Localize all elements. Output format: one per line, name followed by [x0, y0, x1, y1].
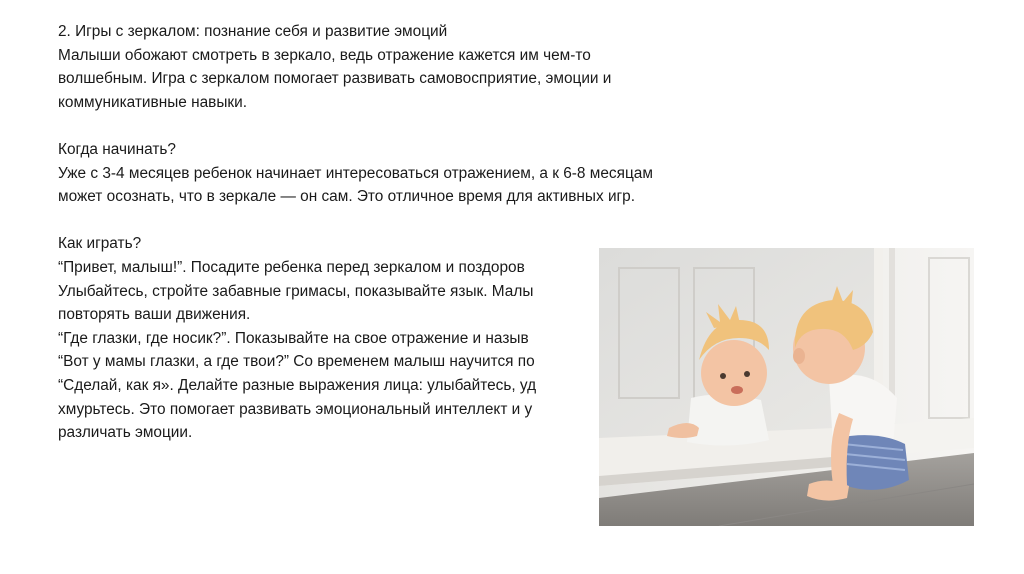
- intro-line-1: Малыши обожают смотреть в зеркало, ведь отражение кажется им чем-то: [58, 46, 591, 64]
- how-line-2: Улыбайтесь, стройте забавные гримасы, показывайте язык. Малы: [58, 282, 534, 300]
- when-line-1: Уже с 3-4 месяцев ребенок начинает интересоваться отражением, а к 6-8 месяцам: [58, 164, 653, 182]
- spacer: [58, 209, 758, 233]
- how-line-8: различать эмоции.: [58, 424, 193, 442]
- how-line-1: “Привет, малыш!”. Посадите ребенка перед зеркалом и поздоров: [58, 258, 525, 276]
- when-heading: Когда начинать?: [58, 140, 176, 158]
- when-line-2: может осознать, что в зеркале — он сам. Это отличное время для активных игр.: [58, 188, 635, 206]
- how-line-3: повторять ваши движения.: [58, 306, 251, 324]
- intro-line-2: волшебным. Игра с зеркалом помогает развивать самовосприятие, эмоции и: [58, 70, 612, 88]
- intro-line-3: коммуникативные навыки.: [58, 93, 248, 111]
- how-line-7: хмурьтесь. Это помогает развивать эмоциональный интеллект и у: [58, 400, 533, 418]
- how-line-5: “Вот у мамы глазки, а где твои?” Со временем малыш научится по: [58, 353, 535, 371]
- baby-mirror-photo: [599, 248, 974, 526]
- how-line-6: “Сделай, как я». Делайте разные выражения лица: улыбайтесь, уд: [58, 376, 537, 394]
- baby-mirror-illustration: [599, 248, 974, 526]
- how-line-4: “Где глазки, где носик?”. Показывайте на свое отражение и назыв: [58, 329, 529, 347]
- slide-title: 2. Игры с зеркалом: познание себя и развитие эмоций: [58, 23, 448, 40]
- how-heading: Как играть?: [58, 235, 142, 253]
- spacer: [58, 114, 758, 138]
